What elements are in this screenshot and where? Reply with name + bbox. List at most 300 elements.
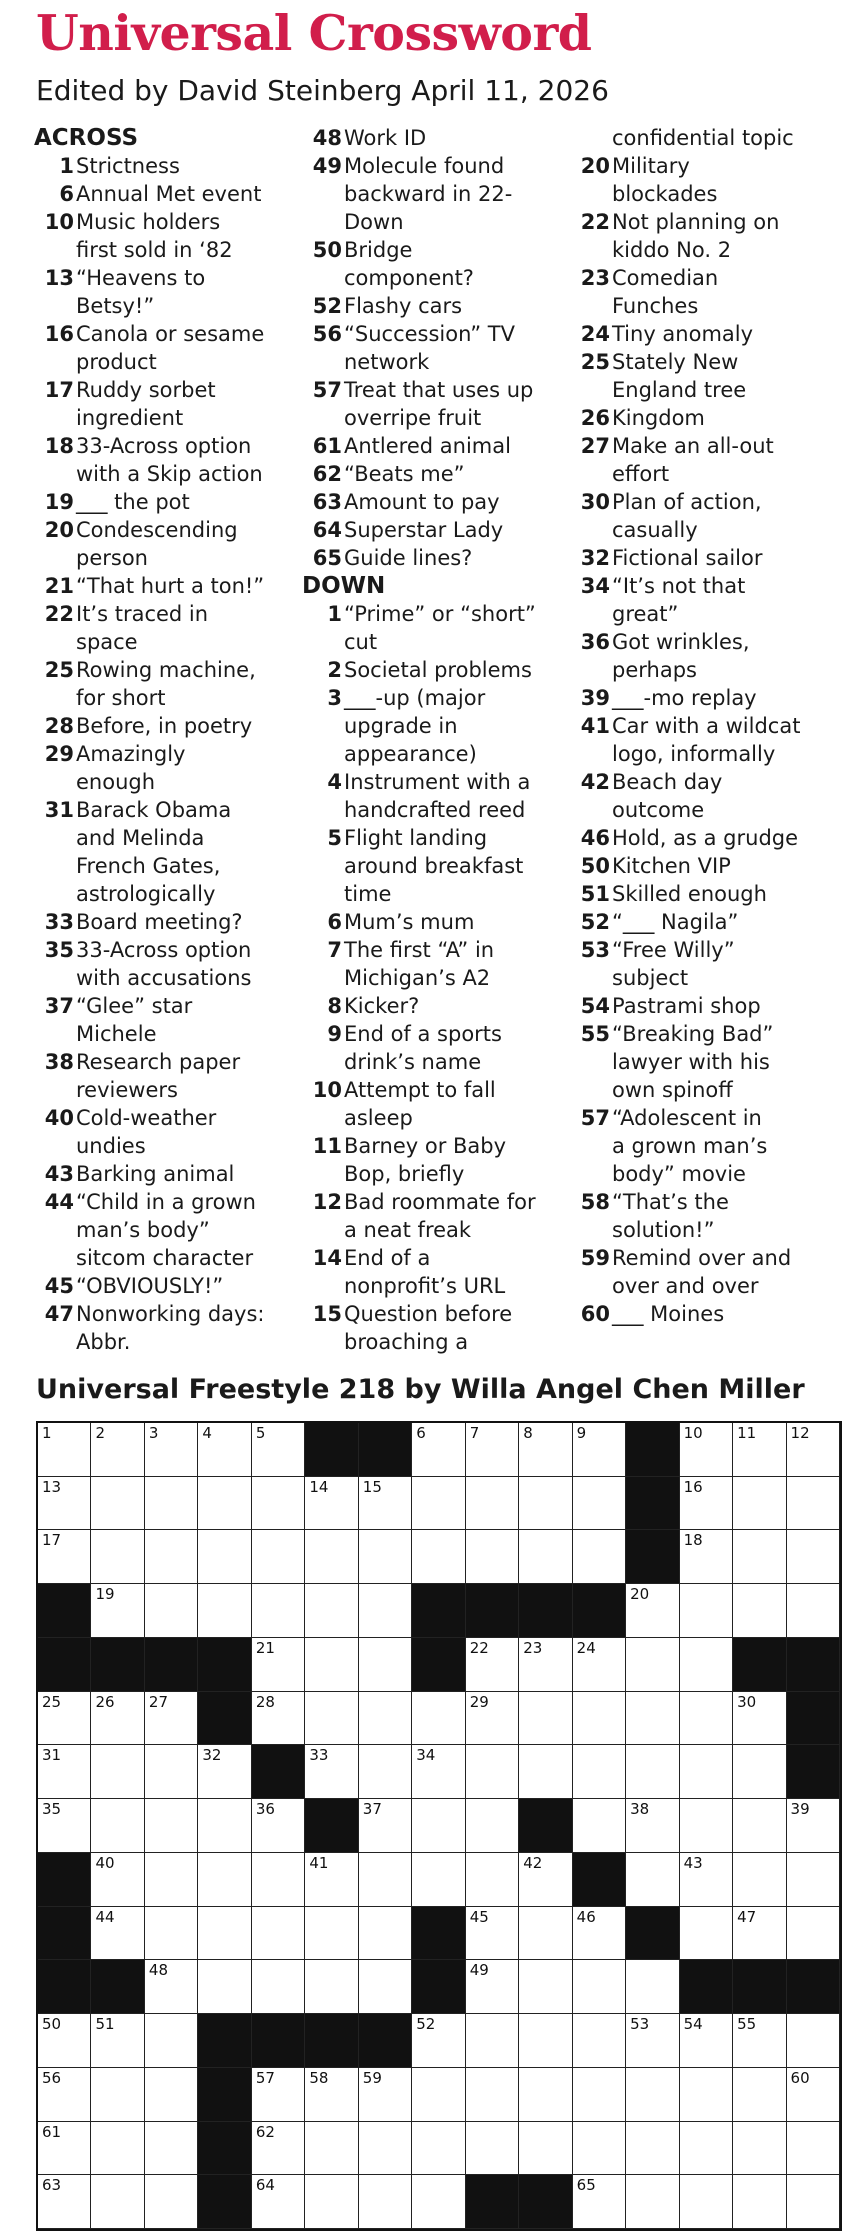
grid-cell[interactable] <box>519 2014 572 2068</box>
grid-cell[interactable] <box>198 1907 251 1961</box>
grid-cell[interactable] <box>359 1638 412 1692</box>
grid-cell[interactable] <box>252 1477 305 1531</box>
cell-number: 46 <box>576 1907 596 1926</box>
cell-number: 29 <box>469 1692 489 1711</box>
grid-cell[interactable] <box>305 1692 358 1746</box>
grid-cell[interactable] <box>252 2068 305 2122</box>
clue-number: 58 <box>580 1190 610 1214</box>
grid-cell[interactable] <box>626 1745 679 1799</box>
grid-cell[interactable] <box>38 2122 91 2176</box>
grid-cell[interactable] <box>519 1477 572 1531</box>
grid-cell[interactable] <box>91 1745 144 1799</box>
grid-cell[interactable] <box>573 1907 626 1961</box>
clue <box>36 320 308 376</box>
grid-cell[interactable] <box>787 1423 840 1477</box>
grid-cell[interactable] <box>733 1853 786 1907</box>
grid-cell[interactable] <box>38 1477 91 1531</box>
clue-number: 2 <box>327 658 342 682</box>
clue-text: blockades <box>612 182 718 206</box>
grid-cell[interactable] <box>91 2014 144 2068</box>
grid-cell[interactable] <box>519 1907 572 1961</box>
clue-text: component? <box>344 266 474 290</box>
grid-cell[interactable] <box>787 1799 840 1853</box>
grid-cell[interactable] <box>359 2122 412 2176</box>
clue <box>304 236 576 292</box>
clue-number: 36 <box>580 630 610 654</box>
grid-cell[interactable] <box>519 2122 572 2176</box>
grid-cell[interactable] <box>787 1907 840 1961</box>
grid-cell[interactable] <box>305 1745 358 1799</box>
clue-number: 12 <box>312 1190 342 1214</box>
grid-cell[interactable] <box>91 1530 144 1584</box>
grid-cell[interactable] <box>680 1584 733 1638</box>
cell-number: 31 <box>42 1746 62 1765</box>
clue <box>304 292 576 320</box>
grid-cell[interactable] <box>198 1745 251 1799</box>
grid-cell[interactable] <box>305 1907 358 1961</box>
clue-text: “Glee” star <box>76 994 193 1018</box>
grid-cell[interactable] <box>305 2122 358 2176</box>
grid-cell[interactable] <box>359 1960 412 2014</box>
grid-cell[interactable] <box>466 2122 519 2176</box>
grid-cell[interactable] <box>680 1477 733 1531</box>
grid-cell[interactable] <box>412 1477 465 1531</box>
grid-cell[interactable] <box>626 1960 679 2014</box>
grid-cell[interactable] <box>573 2014 626 2068</box>
clue <box>572 124 844 152</box>
clue-text: “Beats me” <box>344 462 465 486</box>
grid-cell[interactable] <box>733 1907 786 1961</box>
clue-text: Plan of action, <box>612 490 762 514</box>
grid-cell[interactable] <box>91 2175 144 2229</box>
grid-cell[interactable] <box>359 2175 412 2229</box>
cell-number: 7 <box>469 1424 480 1442</box>
grid-cell[interactable] <box>733 2068 786 2122</box>
grid-cell[interactable] <box>359 1853 412 1907</box>
black-square <box>412 1584 465 1638</box>
grid-cell[interactable] <box>787 2068 840 2122</box>
clue-number: 48 <box>312 126 342 150</box>
grid-cell[interactable] <box>198 1584 251 1638</box>
grid-cell[interactable] <box>38 1423 91 1477</box>
grid-cell[interactable] <box>626 1638 679 1692</box>
grid-cell[interactable] <box>626 2068 679 2122</box>
clue-text: Funches <box>612 294 699 318</box>
black-square <box>626 1477 679 1531</box>
clue-text: person <box>76 546 148 570</box>
grid-cell[interactable] <box>198 1530 251 1584</box>
grid-cell[interactable] <box>359 1745 412 1799</box>
clue-text: Work ID <box>344 126 427 150</box>
clue-text: Hold, as a grudge <box>612 826 799 850</box>
section-heading-across: ACROSS <box>34 125 139 151</box>
grid-cell[interactable] <box>198 1853 251 1907</box>
grid-cell[interactable] <box>252 1799 305 1853</box>
grid-cell[interactable] <box>412 1530 465 1584</box>
grid-cell[interactable] <box>787 1477 840 1531</box>
clue <box>36 572 308 600</box>
black-square <box>412 1907 465 1961</box>
clue-text: enough <box>76 770 156 794</box>
grid-cell[interactable] <box>252 1584 305 1638</box>
grid-cell[interactable] <box>733 1799 786 1853</box>
cell-number: 18 <box>683 1531 703 1550</box>
grid-cell[interactable] <box>91 2068 144 2122</box>
grid-cell[interactable] <box>359 2068 412 2122</box>
grid-cell[interactable] <box>466 1745 519 1799</box>
grid-cell[interactable] <box>305 1530 358 1584</box>
grid-cell[interactable] <box>466 1477 519 1531</box>
cell-number: 10 <box>683 1424 703 1442</box>
cell-number: 22 <box>469 1638 489 1657</box>
grid-cell[interactable] <box>145 1745 198 1799</box>
grid-cell[interactable] <box>466 1853 519 1907</box>
black-square <box>91 1638 144 1692</box>
clue-text: Superstar Lady <box>344 518 504 542</box>
clue <box>36 600 308 656</box>
cell-number: 23 <box>523 1638 543 1657</box>
black-square <box>787 1638 840 1692</box>
grid-cell[interactable] <box>680 1853 733 1907</box>
grid-cell[interactable] <box>519 1960 572 2014</box>
grid-cell[interactable] <box>680 1692 733 1746</box>
grid-cell[interactable] <box>733 1745 786 1799</box>
grid-cell[interactable] <box>305 1638 358 1692</box>
clue <box>36 712 308 740</box>
grid-cell[interactable] <box>145 1423 198 1477</box>
black-square <box>198 2122 251 2176</box>
cell-number: 14 <box>309 1477 329 1496</box>
grid-cell[interactable] <box>466 1692 519 1746</box>
grid-cell[interactable] <box>145 1584 198 1638</box>
grid-cell[interactable] <box>680 1530 733 1584</box>
grid-cell[interactable] <box>145 1907 198 1961</box>
grid-cell[interactable] <box>519 2068 572 2122</box>
clue-text: network <box>344 350 430 374</box>
grid-cell[interactable] <box>359 1584 412 1638</box>
cell-number: 59 <box>362 2068 382 2087</box>
clue-text: effort <box>612 462 670 486</box>
clue-text: a neat freak <box>344 1218 472 1242</box>
clue-number: 62 <box>312 462 342 486</box>
grid-cell[interactable] <box>626 1853 679 1907</box>
grid-cell[interactable] <box>91 1423 144 1477</box>
grid-cell[interactable] <box>252 1423 305 1477</box>
grid-cell[interactable] <box>252 1530 305 1584</box>
clue <box>36 992 308 1048</box>
clue <box>572 152 844 208</box>
clue-text: drink’s name <box>344 1050 482 1074</box>
grid-cell[interactable] <box>787 1584 840 1638</box>
grid-cell[interactable] <box>519 1853 572 1907</box>
grid-cell[interactable] <box>412 1692 465 1746</box>
grid-cell[interactable] <box>305 1584 358 1638</box>
clue-text: Beach day <box>612 770 723 794</box>
grid-cell[interactable] <box>198 1423 251 1477</box>
grid-cell[interactable] <box>412 1853 465 1907</box>
grid-cell[interactable] <box>573 1477 626 1531</box>
clue-text: a grown man’s <box>612 1134 768 1158</box>
grid-cell[interactable] <box>145 2014 198 2068</box>
grid-cell[interactable] <box>198 1960 251 2014</box>
grid-cell[interactable] <box>573 1638 626 1692</box>
grid-cell[interactable] <box>412 1423 465 1477</box>
clue-text: Stately New <box>612 350 739 374</box>
grid-cell[interactable] <box>412 2175 465 2229</box>
grid-cell[interactable] <box>305 2068 358 2122</box>
clue-text: over and over <box>612 1274 759 1298</box>
black-square <box>626 1907 679 1961</box>
grid-cell[interactable] <box>680 2175 733 2229</box>
grid-cell[interactable] <box>145 2068 198 2122</box>
grid-cell[interactable] <box>573 1799 626 1853</box>
grid-cell[interactable] <box>145 2175 198 2229</box>
clue <box>304 544 576 572</box>
clue-text: nonprofit’s URL <box>344 1274 506 1298</box>
cell-number: 4 <box>202 1424 212 1442</box>
clue-text: Tiny anomaly <box>612 322 754 346</box>
clue-text: Rowing machine, <box>76 658 256 682</box>
grid-cell[interactable] <box>252 2122 305 2176</box>
clue-text: with accusations <box>76 966 252 990</box>
grid-cell[interactable] <box>466 1530 519 1584</box>
grid-cell[interactable] <box>519 1745 572 1799</box>
grid-cell[interactable] <box>38 2175 91 2229</box>
grid-cell[interactable] <box>787 2122 840 2176</box>
clue-number: 20 <box>580 154 610 178</box>
cell-number: 53 <box>630 2015 650 2034</box>
clue-number: 55 <box>580 1022 610 1046</box>
grid-cell[interactable] <box>680 1423 733 1477</box>
grid-cell[interactable] <box>680 1799 733 1853</box>
clue <box>304 684 576 768</box>
grid-cell[interactable] <box>466 2014 519 2068</box>
grid-cell[interactable] <box>787 2175 840 2229</box>
grid-cell[interactable] <box>305 1853 358 1907</box>
clue <box>572 852 844 880</box>
clue-text: Got wrinkles, <box>612 630 750 654</box>
crossword-grid <box>36 1421 842 2231</box>
clue-number: 35 <box>44 938 74 962</box>
black-square <box>305 1799 358 1853</box>
clue-text: Flashy cars <box>344 294 463 318</box>
grid-cell[interactable] <box>680 1745 733 1799</box>
clue-number: 31 <box>44 798 74 822</box>
grid-cell[interactable] <box>252 1907 305 1961</box>
grid-cell[interactable] <box>91 2122 144 2176</box>
grid-cell[interactable] <box>680 1907 733 1961</box>
clue-number: 27 <box>580 434 610 458</box>
grid-cell[interactable] <box>145 1960 198 2014</box>
black-square <box>359 1423 412 1477</box>
clue <box>572 768 844 824</box>
grid-cell[interactable] <box>359 1907 412 1961</box>
grid-cell[interactable] <box>573 2068 626 2122</box>
grid-cell[interactable] <box>573 1745 626 1799</box>
grid-cell[interactable] <box>412 1799 465 1853</box>
grid-cell[interactable] <box>305 1477 358 1531</box>
cell-number: 54 <box>683 2015 703 2034</box>
grid-cell[interactable] <box>91 1477 144 1531</box>
grid-cell[interactable] <box>359 1530 412 1584</box>
clue-column-3 <box>572 124 844 1328</box>
grid-cell[interactable] <box>91 1853 144 1907</box>
clue <box>572 544 844 572</box>
clue-number: 20 <box>44 518 74 542</box>
grid-cell[interactable] <box>787 1530 840 1584</box>
clue-number: 26 <box>580 406 610 430</box>
black-square <box>787 1745 840 1799</box>
cell-number: 65 <box>576 2176 596 2195</box>
grid-cell[interactable] <box>733 2175 786 2229</box>
grid-cell[interactable] <box>733 1477 786 1531</box>
grid-cell[interactable] <box>145 1530 198 1584</box>
clue-number: 5 <box>327 826 342 850</box>
grid-cell[interactable] <box>466 2068 519 2122</box>
clue-number: 34 <box>580 574 610 598</box>
grid-cell[interactable] <box>573 2175 626 2229</box>
grid-cell[interactable] <box>680 2014 733 2068</box>
grid-cell[interactable] <box>145 1477 198 1531</box>
grid-cell[interactable] <box>38 1692 91 1746</box>
grid-cell[interactable] <box>519 1638 572 1692</box>
grid-cell[interactable] <box>573 1530 626 1584</box>
grid-cell[interactable] <box>38 1745 91 1799</box>
clue-number: 45 <box>44 1274 74 1298</box>
black-square <box>38 1584 91 1638</box>
cell-number: 6 <box>416 1424 426 1442</box>
grid-cell[interactable] <box>412 2068 465 2122</box>
clue-text: broaching a <box>344 1330 469 1354</box>
grid-cell[interactable] <box>359 1692 412 1746</box>
clue-number: 49 <box>312 154 342 178</box>
clue-number: 16 <box>44 322 74 346</box>
clue <box>572 348 844 404</box>
grid-cell[interactable] <box>466 1638 519 1692</box>
cell-number: 36 <box>255 1800 275 1819</box>
cell-number: 45 <box>469 1907 489 1926</box>
grid-cell[interactable] <box>91 1692 144 1746</box>
grid-cell[interactable] <box>198 1477 251 1531</box>
grid-cell[interactable] <box>733 1530 786 1584</box>
grid-cell[interactable] <box>252 1638 305 1692</box>
grid-cell[interactable] <box>573 1960 626 2014</box>
grid-cell[interactable] <box>787 1853 840 1907</box>
clue-text: Michigan’s A2 <box>344 966 491 990</box>
grid-cell[interactable] <box>519 1423 572 1477</box>
grid-cell[interactable] <box>145 1853 198 1907</box>
grid-cell[interactable] <box>573 1692 626 1746</box>
cell-number: 48 <box>148 1961 169 1980</box>
grid-cell[interactable] <box>145 2122 198 2176</box>
grid-cell[interactable] <box>626 2014 679 2068</box>
grid-cell[interactable] <box>733 1423 786 1477</box>
black-square <box>198 2068 251 2122</box>
clue-text: Condescending <box>76 518 238 542</box>
clue-text: Amazingly <box>76 742 186 766</box>
clue-number: 24 <box>580 322 610 346</box>
grid-cell[interactable] <box>38 2068 91 2122</box>
grid-cell[interactable] <box>38 1530 91 1584</box>
grid-cell[interactable] <box>626 1692 679 1746</box>
grid-cell[interactable] <box>305 2175 358 2229</box>
grid-cell[interactable] <box>91 1907 144 1961</box>
grid-cell[interactable] <box>573 1423 626 1477</box>
clue <box>304 1076 576 1132</box>
grid-cell[interactable] <box>412 2014 465 2068</box>
clue-text: sitcom character <box>76 1246 254 1270</box>
clue-text: man’s body” <box>76 1218 210 1242</box>
clue <box>36 208 308 264</box>
grid-cell[interactable] <box>733 1692 786 1746</box>
grid-cell[interactable] <box>38 1799 91 1853</box>
clue <box>36 1160 308 1188</box>
clue-text: reviewers <box>76 1078 178 1102</box>
clue-text: Before, in poetry <box>76 714 253 738</box>
clue-text: Flight landing <box>344 826 488 850</box>
grid-cell[interactable] <box>412 1745 465 1799</box>
grid-cell[interactable] <box>733 2014 786 2068</box>
cell-number: 11 <box>737 1424 757 1442</box>
grid-cell[interactable] <box>412 2122 465 2176</box>
grid-cell[interactable] <box>626 2122 679 2176</box>
grid-cell[interactable] <box>680 1638 733 1692</box>
cell-number: 12 <box>790 1424 810 1442</box>
grid-cell[interactable] <box>680 2068 733 2122</box>
grid-cell[interactable] <box>38 2014 91 2068</box>
grid-cell[interactable] <box>91 1799 144 1853</box>
clue-column-1 <box>36 124 308 1356</box>
grid-cell[interactable] <box>145 1799 198 1853</box>
grid-cell[interactable] <box>359 1799 412 1853</box>
clue-number: 56 <box>312 322 342 346</box>
grid-cell[interactable] <box>733 2122 786 2176</box>
grid-cell[interactable] <box>680 2122 733 2176</box>
grid-cell[interactable] <box>305 1960 358 2014</box>
grid-cell[interactable] <box>252 1853 305 1907</box>
grid-cell[interactable] <box>252 1692 305 1746</box>
clue-text: perhaps <box>612 658 697 682</box>
cell-number: 24 <box>576 1638 596 1657</box>
clue <box>304 124 576 152</box>
grid-cell[interactable] <box>466 1799 519 1853</box>
grid-cell[interactable] <box>91 1584 144 1638</box>
grid-cell[interactable] <box>252 2175 305 2229</box>
clue <box>572 880 844 908</box>
grid-cell[interactable] <box>466 1907 519 1961</box>
cell-number: 50 <box>42 2015 62 2034</box>
grid-cell[interactable] <box>252 1960 305 2014</box>
grid-cell[interactable] <box>626 1799 679 1853</box>
grid-cell[interactable] <box>359 1477 412 1531</box>
grid-cell[interactable] <box>626 1584 679 1638</box>
clue-text: space <box>76 630 138 654</box>
grid-cell[interactable] <box>626 2175 679 2229</box>
grid-cell[interactable] <box>519 1692 572 1746</box>
grid-cell[interactable] <box>198 1799 251 1853</box>
grid-cell[interactable] <box>145 1692 198 1746</box>
grid-cell[interactable] <box>787 2014 840 2068</box>
grid-cell[interactable] <box>573 2122 626 2176</box>
clue <box>304 1244 576 1300</box>
clue <box>572 1300 844 1328</box>
grid-cell[interactable] <box>519 1530 572 1584</box>
clue-number: 63 <box>312 490 342 514</box>
grid-cell[interactable] <box>466 1960 519 2014</box>
cell-number: 21 <box>255 1638 275 1657</box>
grid-cell[interactable] <box>733 1584 786 1638</box>
grid-cell[interactable] <box>466 1423 519 1477</box>
